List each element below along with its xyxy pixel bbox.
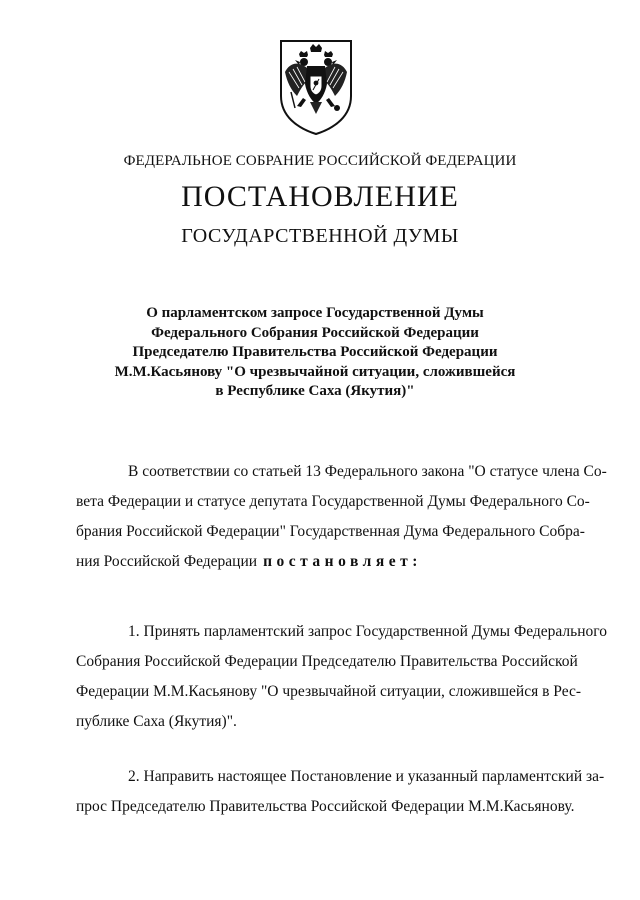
item-line: 2. Направить настоящее Постановление и указанный парламентский за- [128, 768, 605, 785]
item-1-paragraph [76, 617, 607, 737]
item-line: прос Председателю Правительства Российской Федерации М.М.Касьянову. [76, 798, 575, 815]
preamble-line: ния Российской Федерации [76, 553, 258, 570]
document-type: ПОСТАНОВЛЕНИЕ [181, 180, 459, 213]
document-title [100, 304, 530, 402]
preamble-line: брания Российской Федерации" Государственная Дума Федерального Собра- [76, 523, 585, 540]
state-emblem-icon [277, 38, 355, 136]
preamble-last-line [76, 547, 570, 577]
item-line: Федерации М.М.Касьянову "О чрезвычайной ситуации, сложившейся в Рес- [76, 683, 582, 700]
title-line: О парламентском запросе Государственной Думы [146, 305, 484, 321]
preamble-line: В соответствии со статьей 13 Федерального закона "О статусе члена Со- [128, 463, 607, 480]
title-line: М.М.Касьянову "О чрезвычайной ситуации, сложившейся [114, 363, 516, 380]
title-line: Председателю Правительства Российской Федерации [132, 344, 498, 360]
item-2-paragraph [76, 762, 605, 822]
title-line: Федерального Собрания Российской Федерации [151, 324, 479, 341]
item-line: 1. Принять парламентский запрос Государственной Думы Федерального [128, 623, 607, 640]
organization-name: ФЕДЕРАЛЬНОЕ СОБРАНИЕ РОССИЙСКОЙ ФЕДЕРАЦИИ [123, 153, 517, 169]
preamble-paragraph [76, 457, 607, 577]
title-line: в Республике Саха (Якутия)" [215, 383, 415, 399]
item-line: Собрания Российской Федерации Председателю Правительства Российской [76, 653, 578, 670]
item-line: публике Саха (Якутия)". [76, 713, 237, 730]
document-subtype: ГОСУДАРСТВЕННОЙ ДУМЫ [181, 225, 459, 247]
decision-word: постановляет: [263, 553, 422, 570]
preamble-line: вета Федерации и статусе депутата Государственной Думы Федерального Со- [76, 493, 590, 510]
